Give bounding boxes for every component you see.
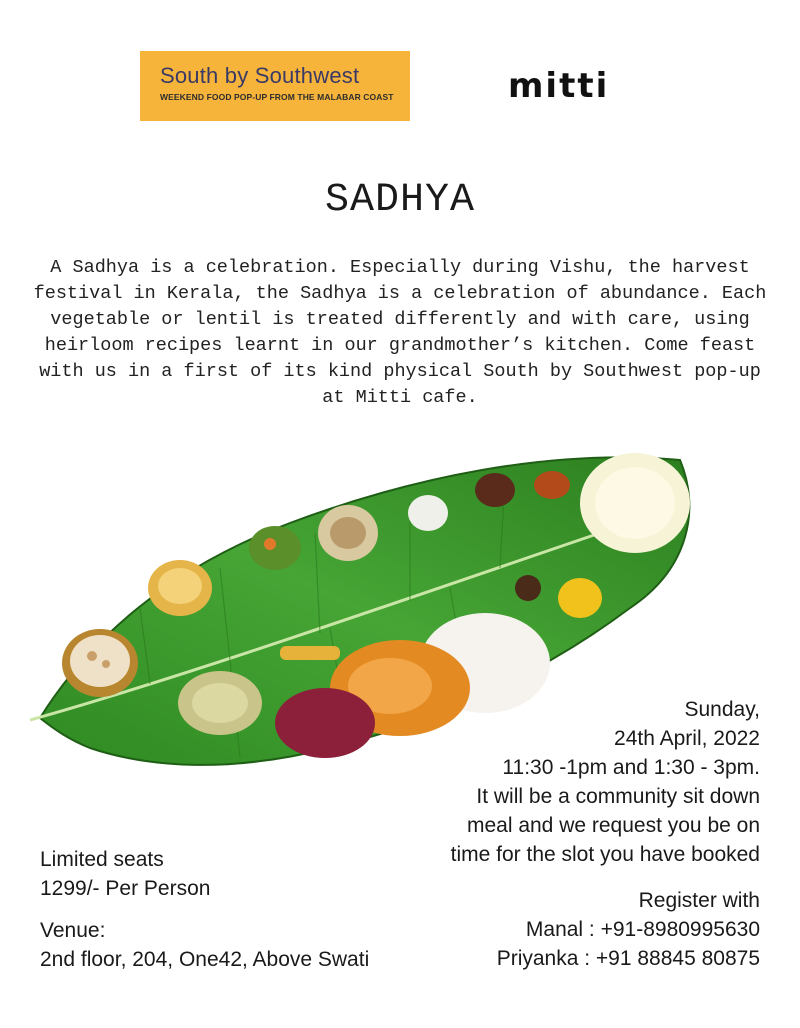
register-label: Register with	[638, 889, 760, 912]
pachadi-dish	[408, 495, 448, 531]
seats-limited: Limited seats	[40, 848, 164, 871]
venue-address: 2nd floor, 204, One42, Above Swati	[40, 948, 370, 971]
mitti-logo: mitti	[508, 66, 610, 106]
event-note-line-2: meal and we request you be on	[466, 814, 760, 837]
event-note-line-1: It will be a community sit down	[476, 785, 760, 808]
venue-label: Venue:	[40, 919, 106, 942]
event-details	[360, 695, 760, 869]
venue-info	[40, 916, 369, 974]
logo-title: South by Southwest	[160, 63, 360, 88]
event-date: 24th April, 2022	[614, 727, 760, 750]
register-info	[380, 886, 760, 973]
pickle	[534, 471, 570, 499]
olan-dish	[318, 505, 378, 561]
kootu-curry	[178, 671, 262, 735]
thoran-dish	[249, 526, 301, 570]
intro-paragraph: A Sadhya is a celebration. Especially during Vishu, the harvest festival in Kerala, the Sadhya is a celebration of abundance. Each vegetable or lentil is treated differently and with care, using heirloom recipes learnt in our grandmother’s kitchen. Come feast with us in a first of its kind physical South by Southwest pop-up at Mitti cafe.	[33, 257, 767, 408]
avial-dish	[148, 560, 212, 616]
event-note-line-3: time for the slot you have booked	[450, 843, 760, 866]
seats-price: 1299/- Per Person	[40, 877, 211, 900]
event-day: Sunday,	[684, 698, 760, 721]
seats-info	[40, 845, 210, 903]
register-contact-priyanka: Priyanka : +91 88845 80875	[496, 947, 760, 970]
event-time: 11:30 -1pm and 1:30 - 3pm.	[502, 756, 760, 779]
page-title: SADHYA	[324, 178, 476, 223]
pappadam	[580, 453, 690, 553]
inji-curry	[475, 473, 515, 507]
register-contact-manal: Manal : +91-8980995630	[525, 918, 760, 941]
payasam-bowl	[62, 629, 138, 697]
south-by-southwest-logo	[140, 51, 410, 121]
logo-tagline: WEEKEND FOOD POP-UP FROM THE MALABAR COAST	[160, 92, 394, 102]
fried-beans	[280, 646, 340, 660]
